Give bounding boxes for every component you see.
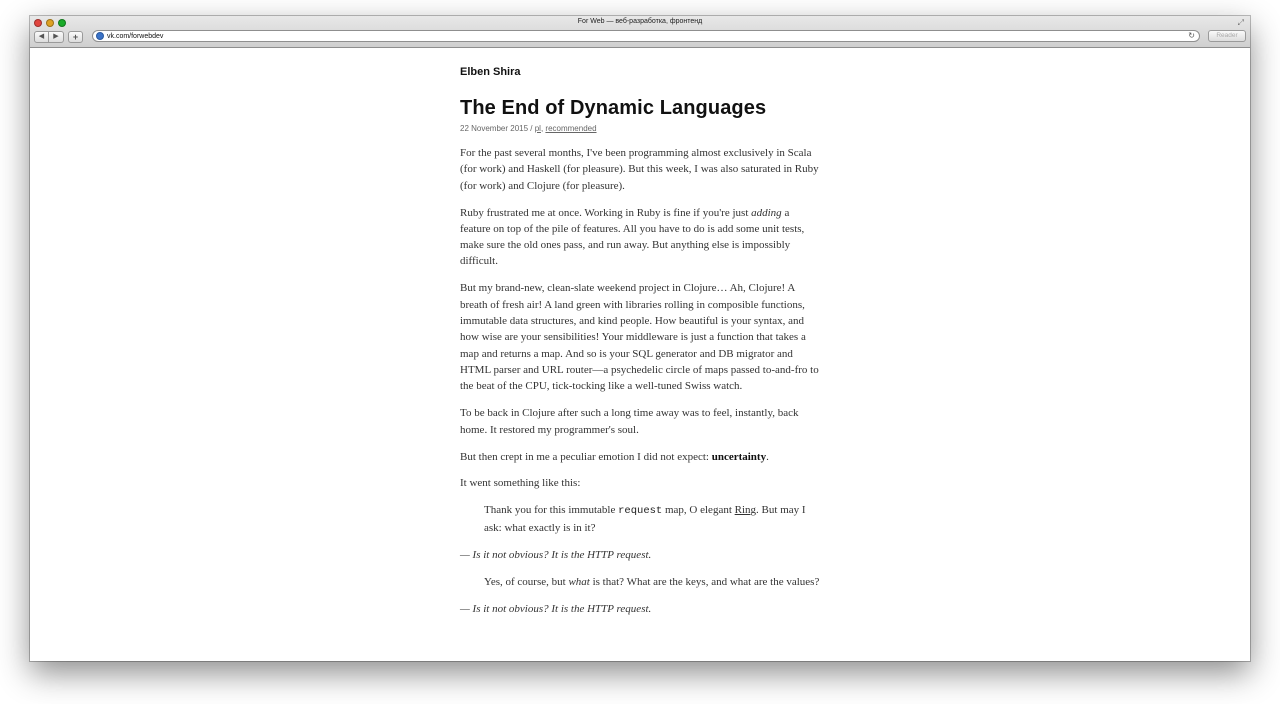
page-content [30, 49, 1250, 661]
quote-text: is that? What are the keys, and what are the values? [589, 575, 820, 588]
paragraph: But my brand-new, clean-slate weekend project in Clojure… Ah, Clojure! A breath of fresh air! A land green with libraries rolling in composible functions, immutable data structures, and kind people. How beautiful is your syntax, and how wise are your sensibilities! Your middleware is just a function that takes a map and returns a map. And so is your SQL generator and DB migrator and HTML parser and URL router—a psychedelic circle of maps passed to-and-fro to the beat of the CPU, tick-tocking like a well-tuned Swiss watch. [460, 282, 819, 393]
fullscreen-icon[interactable]: ⤢ [1237, 18, 1244, 27]
blockquote [484, 502, 820, 536]
tag-link-pl[interactable]: pl [534, 124, 541, 133]
reader-button[interactable]: Reader [1208, 30, 1246, 42]
navigation-buttons [34, 31, 64, 43]
paragraph-text: But then crept in me a peculiar emotion I did not expect: [460, 450, 712, 463]
meta-separator: / [528, 124, 535, 133]
quote-text: Yes, of course, but [484, 575, 569, 588]
reply: — Is it not obvious? It is the HTTP request. [460, 548, 652, 561]
article-body [460, 145, 820, 628]
back-button[interactable]: ◀ [34, 31, 49, 43]
blockquote [484, 574, 820, 590]
article-meta: 22 November 2015 / pl, recommended [460, 124, 597, 133]
paragraph-text: . [766, 450, 769, 463]
globe-icon [96, 32, 104, 40]
site-name[interactable]: Elben Shira [460, 66, 521, 78]
paragraph: To be back in Clojure after such a long time away was to feel, instantly, back home. It restored my programmer's soul. [460, 407, 799, 436]
tag-link-recommended[interactable]: recommended [545, 124, 597, 133]
paragraph-text: a feature on top of the pile of features. All you have to do is add some unit tests, make sure the old ones pass, and run away. But anything else is impossibly difficult. [460, 206, 805, 268]
emphasis: what [568, 575, 590, 588]
quote-text: . But may I ask: what exactly is in it? [484, 504, 806, 534]
url-text[interactable]: vk.com/forwebdev [107, 32, 164, 40]
emphasis: adding [751, 206, 782, 219]
ring-link[interactable]: Ring [734, 504, 757, 517]
add-tab-button[interactable]: + [68, 31, 83, 43]
reload-icon[interactable]: ↻ [1188, 31, 1195, 40]
browser-window [30, 16, 1250, 661]
paragraph: It went something like this: [460, 477, 581, 490]
article-title: The End of Dynamic Languages [460, 97, 767, 119]
strong-text: uncertainty [711, 450, 767, 463]
window-title: For Web — веб-разработка, фронтенд [577, 18, 703, 25]
paragraph [460, 205, 820, 270]
reply: — Is it not obvious? It is the HTTP request. [460, 602, 652, 615]
inline-code: request [618, 505, 663, 518]
quote-text: Thank you for this immutable [484, 504, 619, 517]
paragraph [460, 449, 820, 465]
address-bar[interactable] [92, 30, 1200, 42]
paragraph-text: Ruby frustrated me at once. Working in Ruby is fine if you're just [460, 206, 752, 219]
browser-chrome [30, 16, 1250, 48]
forward-button[interactable]: ▶ [49, 31, 64, 43]
paragraph: For the past several months, I've been programming almost exclusively in Scala (for work) and Haskell (for pleasure). But this week, I was also saturated in Ruby (for work) and Clojure (for pleasure). [460, 147, 819, 192]
quote-text: map, O elegant [662, 504, 735, 517]
article-date: 22 November 2015 [460, 124, 529, 133]
toolbar [34, 30, 1246, 44]
